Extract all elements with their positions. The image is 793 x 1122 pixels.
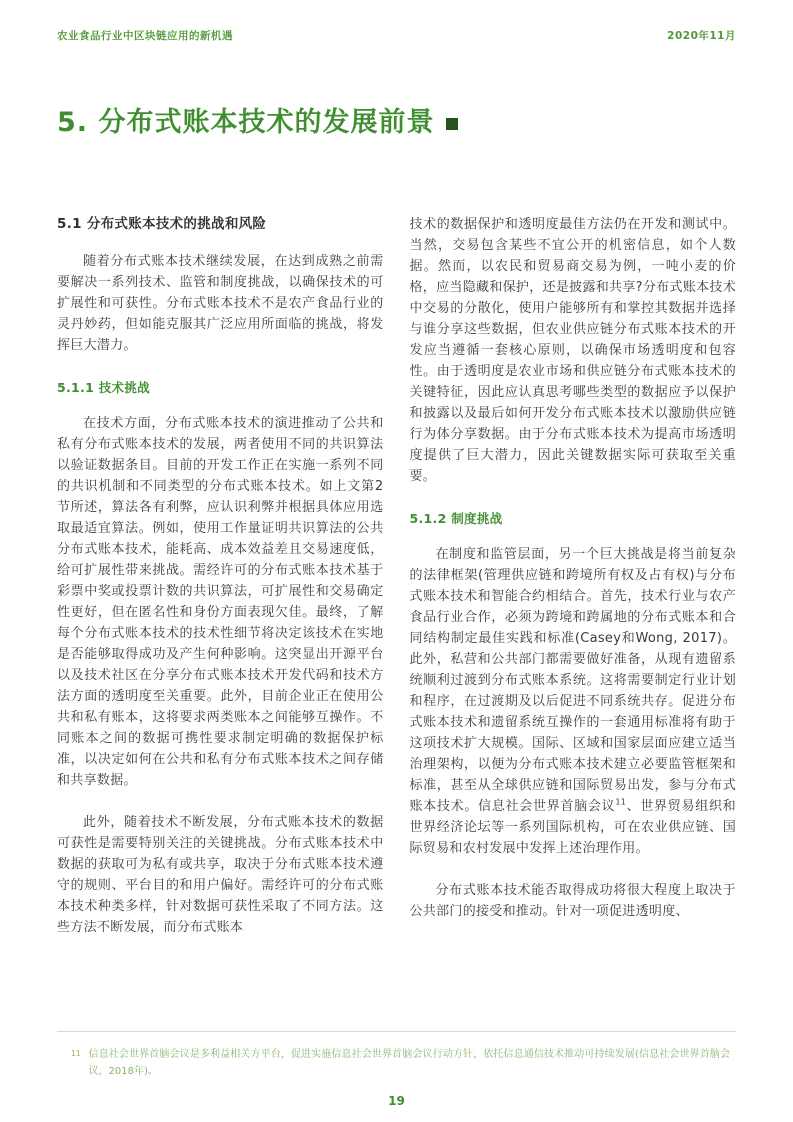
subsection-heading-5-1-1: 5.1.1 技术挑战 xyxy=(57,380,150,396)
header-date: 2020年11月 xyxy=(667,30,736,42)
two-column-body xyxy=(57,214,736,938)
left-column xyxy=(57,214,384,938)
header-running-title: 农业食品行业中区块链应用的新机遇 xyxy=(57,30,233,42)
page-number: 19 xyxy=(388,1094,405,1108)
page-header xyxy=(57,28,736,43)
intro-paragraph: 随着分布式账本技术继续发展，在达到成熟之前需要解决一系列技术、监管和制度挑战，以确保技术的可扩展性和可获性。分布式账本技术不是农产食品行业的灵丹妙药，但如能克服其广泛应用所面临的挑战，将发挥巨大潜力。 xyxy=(57,254,384,354)
right-column xyxy=(410,214,737,938)
chapter-title-text: 5. 分布式账本技术的发展前景 xyxy=(57,107,435,138)
chapter-title-square-icon xyxy=(446,118,458,130)
page-footer xyxy=(57,1031,736,1108)
continued-paragraph: 技术的数据保护和透明度最佳方法仍在开发和测试中。当然，交易包含某些不宜公开的机密信息，如个人数据。然而，以农民和贸易商交易为例，一吨小麦的价格，应当隐藏和保护，还是披露和共享?分布式账本技术中交易的分散化，使用户能够所有和掌控其数据并选择与谁分享这些数据，但农业供应链分布式账本技术的开发应当遵循一套核心原则，以确保市场透明度和包容性。由于透明度是农业市场和供应链分布式账本技术的关键特征，因此应认真思考哪些类型的数据应予以保护和披露以及最后如何开发分布式账本技术以激励供应链行为体分享数据。由于分布式账本技术为提高市场透明度提供了巨大潜力，因此关键数据实际可获取至关重要。 xyxy=(409,217,736,485)
subsection-heading-5-1-2: 5.1.2 制度挑战 xyxy=(409,511,503,527)
technical-challenges-paragraph: 在技术方面，分布式账本技术的演进推动了公共和私有分布式账本技术的发展，两者使用不同的共识算法以验证数据条目。目前的开发工作正在实施一系列不同的共识机制和不同类型的分布式账本技术。如上文第2节所述，算法各有利弊，应认识利弊并根据具体应用选取最适宜算法。例如，使用工作量证明共识算法的公共分布式账本技术，能耗高、成本效益差且交易速度低，给可扩展性带来挑战。需经许可的分布式账本技术基于彩票中奖或投票计数的共识算法，可扩展性和交易确定性更好，但在匿名性和身份方面表现欠佳。最终，了解每个分布式账本技术的技术性细节将决定该技术在实地是否能够取得成功及产生何种影响。这突显出开源平台以及技术社区在分享分布式账本技术开发代码和技术方法方面的透明度至关重要。此外，目前企业正在使用公共和私有账本，这将要求两类账本之间能够互操作。不同账本之间的数据可携性要求制定明确的数据保护标准，以决定如何在公共和私有分布式账本技术之间存储和共享数据。 xyxy=(57,416,384,789)
data-accessibility-paragraph: 此外，随着技术不断发展，分布式账本技术的数据可获性是需要特别关注的关键挑战。分布式账本技术中数据的获取可为私有或共享，取决于分布式账本技术遵守的规则、平台目的和用户偏好。需经许可的分布式账本技术种类多样，针对数据可获性采取了不同方法。这些方法不断发展，而分布式账本 xyxy=(57,815,384,936)
institutional-challenges-paragraph xyxy=(410,544,737,859)
institutional-paragraph-text-after: 、世界贸易组织和世界经济论坛等一系列国际机构，可在农业供应链、国际贸易和农村发展中发挥上述治理作用。 xyxy=(409,799,736,857)
footnote-reference-11: 11 xyxy=(615,797,627,807)
footnote xyxy=(57,1031,736,1080)
footnote-marker: 11 xyxy=(71,1049,81,1058)
section-heading-5-1: 5.1 分布式账本技术的挑战和风险 xyxy=(57,216,267,233)
footnote-text: 信息社会世界首脑会议是多利益相关方平台，促进实施信息社会世界首脑会议行动方针，依托信息通信技术推动可持续发展(信息社会世界首脑会议，2018年)。 xyxy=(88,1049,730,1077)
success-paragraph: 分布式账本技术能否取得成功将很大程度上取决于公共部门的接受和推动。针对一项促进透明度、 xyxy=(409,883,736,920)
institutional-paragraph-text: 在制度和监管层面，另一个巨大挑战是将当前复杂的法律框架(管理供应链和跨境所有权及占有权)与分布式账本技术和智能合约相结合。首先，技术行业与农产食品行业合作，必须为跨境和跨属地的分布式账本和合同结构制定最佳实践和标准(Casey和Wong, 2017)。此外，私营和公共部门都需要做好准备，从现有遗留系统顺利过渡到分布式账本系统。这将需要制定行业计划和程序，在过渡期及以后促进不同系统共存。促进分布式账本技术和遗留系统互操作的一套通用标准将有助于这项技术扩大规模。国际、区域和国家层面应建立适当治理架构，以便为分布式账本技术建立必要监管框架和标准，甚至从全球供应链和国际贸易出发，参与分布式账本技术。信息社会世界首脑会议 xyxy=(409,547,736,815)
chapter-title xyxy=(57,105,736,140)
